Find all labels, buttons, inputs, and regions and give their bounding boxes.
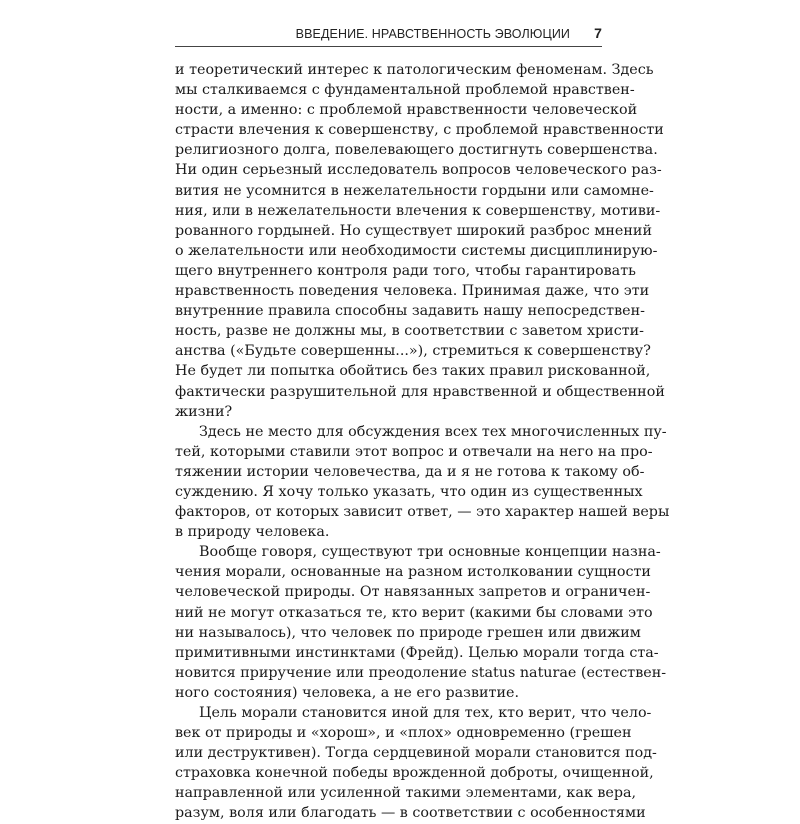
text-line: рованного гордыней. Но существует широкий разброс мнений (175, 222, 652, 239)
text-line: направленной или усиленной такими элементами, как вера, (175, 785, 637, 802)
text-line: человеческой природы. От навязанных запретов и ограничен- (175, 584, 651, 601)
text-line: факторов, от которых зависит ответ, — это характер нашей веры (175, 504, 670, 521)
paragraph (175, 60, 665, 422)
text-line: щего внутреннего контроля ради того, чтобы гарантировать (175, 262, 636, 279)
text-line: мы сталкиваемся с фундаментальной проблемой нравствен- (175, 82, 635, 99)
text-line: ний не могут отказаться те, кто верит (какими бы словами это (175, 604, 653, 621)
text-line: жизни? (175, 403, 233, 420)
page-number: 7 (594, 25, 602, 41)
text-line: вития не усомнится в нежелательности гордыни или самомне- (175, 182, 654, 199)
body-text (175, 60, 670, 824)
text-line: анства («Будьте совершенны...»), стремиться к совершенству? (175, 343, 651, 360)
text-line: страсти влечения к совершенству, с проблемой нравственности (175, 122, 664, 139)
running-head (175, 24, 602, 47)
text-line: ния, или в нежелательности влечения к совершенству, мотиви- (175, 202, 661, 219)
text-line: разум, воля или благодать — в соответствии с особенностями (175, 805, 646, 822)
text-line: ни называлось), что человек по природе грешен или движим (175, 624, 641, 641)
text-line: в природу человека. (175, 524, 330, 541)
text-line: Здесь не место для обсуждения всех тех многочисленных пу- (199, 423, 667, 440)
text-line: фактически разрушительной для нравственной и общественной (175, 383, 665, 400)
text-line: ность, разве не должны мы, в соответствии с заветом христи- (175, 323, 644, 340)
text-line: чения морали, основанные на разном истолковании сущности (175, 564, 651, 581)
text-line: Ни один серьезный исследователь вопросов человеческого раз- (175, 162, 662, 179)
text-line: ного состояния) человека, а не его развитие. (175, 684, 519, 701)
text-line: и теоретический интерес к патологическим феноменам. Здесь (175, 62, 654, 78)
text-line: новится приручение или преодоление status naturae (естествен- (175, 664, 667, 681)
text-line: примитивными инстинктами (Фрейд). Целью морали тогда ста- (175, 644, 659, 661)
paragraph (175, 542, 667, 703)
text-line: или деструктивен). Тогда сердцевиной морали становится под- (175, 745, 657, 762)
text-line: ности, а именно: с проблемой нравственности человеческой (175, 102, 638, 119)
running-title: ВВЕДЕНИЕ. НРАВСТВЕННОСТЬ ЭВОЛЮЦИИ (295, 27, 570, 41)
text-line: нравственность поведения человека. Принимая даже, что эти (175, 283, 650, 300)
text-line: страховка конечной победы врожденной доброты, очищенной, (175, 765, 654, 782)
text-line: век от природы и «хорош», и «плох» одновременно (грешен (175, 725, 632, 742)
text-line: о желательности или необходимости системы дисциплинирую- (175, 242, 658, 259)
text-line: тяжении истории человечества, да и я не готова к такому об- (175, 463, 645, 480)
text-line: религиозного долга, повелевающего достигнуть совершенства. (175, 142, 658, 159)
text-line: Цель морали становится иной для тех, кто верит, что чело- (199, 705, 652, 721)
paragraph (175, 422, 670, 543)
text-line: суждению. Я хочу только указать, что один из существенных (175, 483, 643, 500)
text-line: Вообще говоря, существуют три основные концепции назна- (199, 544, 661, 561)
text-line: Не будет ли попытка обойтись без таких правил рискованной, (175, 363, 651, 380)
text-line: тей, которыми ставили этот вопрос и отвечали на него на про- (175, 443, 653, 460)
text-line: внутренние правила способны задавить нашу непосредствен- (175, 303, 645, 320)
paragraph (175, 703, 657, 824)
